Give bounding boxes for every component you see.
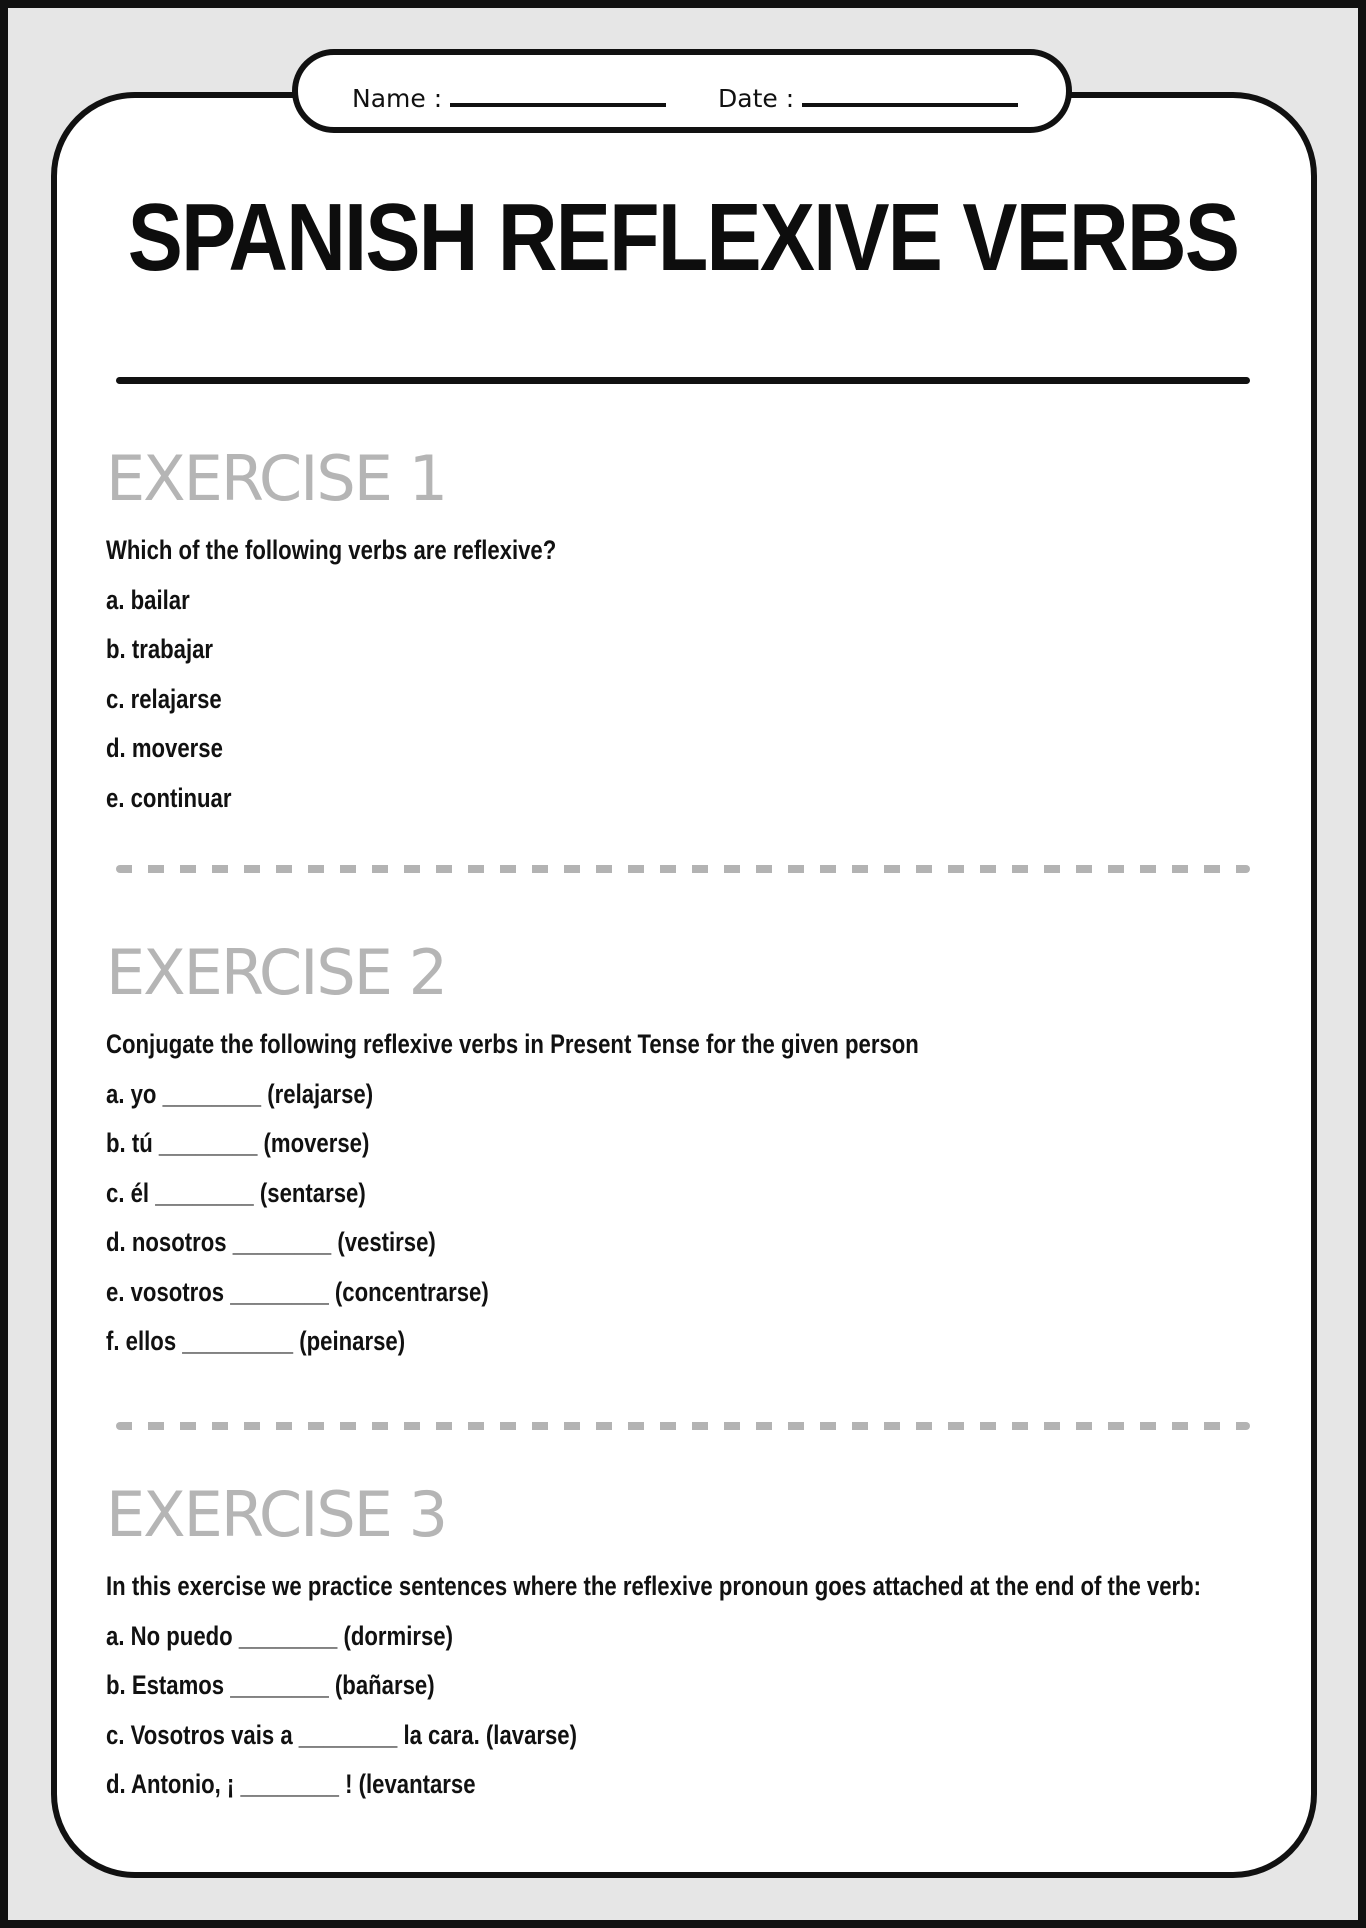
- exercise-1-section: [106, 442, 1286, 823]
- list-item: c. él ________ (sentarse): [106, 1177, 366, 1208]
- list-item: e. continuar: [106, 782, 232, 813]
- list-item: d. nosotros ________ (vestirse): [106, 1227, 436, 1257]
- exercise-3-section: [106, 1478, 1286, 1810]
- list-item: b. tú ________ (moverse): [106, 1128, 370, 1158]
- list-item: a. bailar: [106, 584, 190, 615]
- section-divider: [116, 1422, 1250, 1430]
- list-item: a. No puedo ________ (dormirse): [106, 1620, 453, 1651]
- exercise-instruction: In this exercise we practice sentences where the reflexive pronoun goes attached at the end of the verb:: [106, 1571, 1202, 1601]
- date-field: [718, 77, 1018, 113]
- name-label: Name :: [352, 84, 443, 113]
- date-blank-line[interactable]: [802, 103, 1018, 107]
- name-field: [352, 77, 666, 113]
- exercise-heading: EXERCISE 2: [106, 936, 447, 1009]
- exercise-2-section: [106, 936, 1286, 1367]
- date-label: Date :: [718, 84, 795, 113]
- list-item: d. Antonio, ¡ ________ ! (levantarse: [106, 1769, 476, 1799]
- exercise-instruction: Conjugate the following reflexive verbs in Present Tense for the given person: [106, 1029, 919, 1059]
- list-item: a. yo ________ (relajarse): [106, 1078, 374, 1109]
- page-title: SPANISH REFLEXIVE VERBS: [127, 184, 1239, 291]
- name-blank-line[interactable]: [450, 103, 666, 107]
- list-item: d. moverse: [106, 733, 223, 763]
- list-item: c. relajarse: [106, 683, 222, 714]
- list-item: f. ellos _________ (peinarse): [106, 1326, 406, 1356]
- list-item: b. trabajar: [106, 634, 214, 664]
- list-item: e. vosotros ________ (concentrarse): [106, 1276, 489, 1307]
- exercise-instruction: Which of the following verbs are reflexive?: [106, 535, 557, 565]
- exercise-heading: EXERCISE 3: [106, 1478, 447, 1551]
- title-underline: [116, 377, 1250, 384]
- list-item: b. Estamos ________ (bañarse): [106, 1670, 435, 1700]
- list-item: c. Vosotros vais a ________ la cara. (lavarse): [106, 1719, 578, 1750]
- exercise-heading: EXERCISE 1: [106, 442, 447, 515]
- section-divider: [116, 865, 1250, 873]
- name-date-header: [292, 49, 1072, 133]
